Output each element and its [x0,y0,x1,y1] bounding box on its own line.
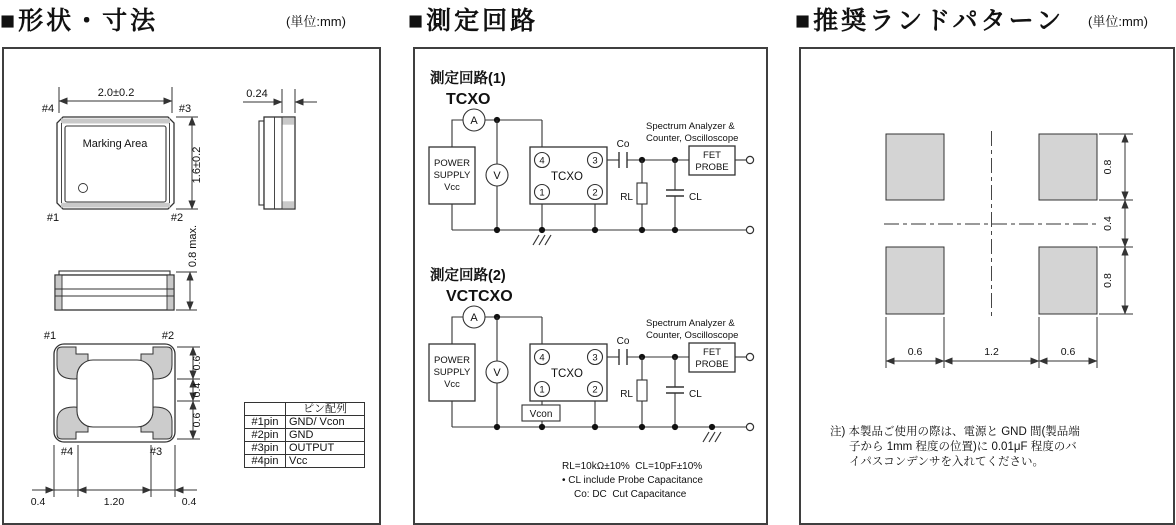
power-supply-label: POWER [434,158,470,169]
pin2-marker: 2 [592,187,598,199]
land-note [830,424,1080,468]
pin-number: #4pin [245,455,286,468]
vcon-label: Vcon [529,409,553,420]
lid-thickness-dimension: 0.24 [246,88,268,100]
max-height-dimension: 0.8 max. [187,224,199,268]
analyzer-label: Counter, Oscilloscope [646,330,739,341]
pad-offset-dimension: 0.4 [30,496,46,508]
bottom-view-pin2-label: #2 [161,330,175,342]
pin-table-header: ピン配列 [286,403,365,416]
pad-pitch-dimension: 1.20 [103,496,125,508]
bottom-view-pin4-label: #4 [60,446,74,458]
pin3-marker: 3 [592,352,598,364]
pin-number: #1pin [245,416,286,429]
fet-probe-label: FET [703,347,721,358]
top-view-pin3-label: #3 [178,103,192,115]
circuit2-subtitle: VCTCXO [446,288,513,305]
shape-unit-label: (単位:mm) [286,14,346,29]
voltmeter-symbol: V [493,367,501,379]
analyzer-label: Spectrum Analyzer & [646,121,735,132]
width-dimension: 2.0±0.2 [97,87,135,99]
land-pattern-panel [799,47,1175,525]
land-unit-label: (単位:mm) [1088,14,1148,29]
top-view-pin1-label: #1 [46,212,60,224]
land-gap-dimension: 0.4 [1102,216,1114,231]
fet-probe-label: PROBE [695,359,729,370]
table-row [245,455,365,468]
dut-label: TCXO [551,368,583,380]
coupling-cap-label: Co [616,336,630,347]
land-note-line: 子から 1mm 程度の位置)に 0.01μF 程度のバ [849,441,1077,453]
circuit-note-values: RL=10kΩ±10% CL=10pF±10% [562,461,703,472]
pin4-marker: 4 [539,352,545,364]
power-supply-vcc-label: Vcc [444,182,460,193]
land-note-line: 注) 本製品ご使用の際は、電源と GND 間(製品端 [830,426,1080,438]
table-row [245,416,365,429]
pin-function: Vcc [286,455,365,468]
table-row [245,429,365,442]
circuit-notes [562,461,703,500]
circuit1-subtitle: TCXO [446,91,491,108]
pad-gap-dimension: 0.4 [191,382,203,398]
height-dimension: 1.6±0.2 [191,146,203,184]
table-row [245,442,365,455]
pin-number: #3pin [245,442,286,455]
land-dimensions-bottom [886,317,1097,368]
pad-height-dimension: 0.6 [191,355,203,371]
bottom-view-pin3-label: #3 [149,446,163,458]
table-cell [245,403,286,416]
ground-symbol [703,432,721,442]
load-cap-label: CL [689,192,702,203]
land-pads [884,131,1099,317]
pin-number: #2pin [245,429,286,442]
pin4-marker: 4 [539,155,545,167]
pin-assignment-table [244,402,365,468]
circuit-note-co: Co: DC Cut Capacitance [574,489,687,500]
measurement-circuit-panel [413,47,768,525]
circuit-schematics [415,49,766,523]
ground-symbol [533,235,551,245]
front-view [55,225,199,310]
pin-function: OUTPUT [286,442,365,455]
voltmeter-symbol: V [493,170,501,182]
land-pad-height-dimension: 0.8 [1102,159,1114,175]
ammeter-symbol: A [470,312,478,324]
pad-offset-dimension: 0.4 [181,496,197,508]
side-view [243,88,317,209]
analyzer-label: Counter, Oscilloscope [646,133,739,144]
circuit-1-tcxo [429,69,754,245]
shape-dimensions-panel [2,47,381,525]
bottom-view [31,330,203,508]
load-resistor-label: RL [620,192,633,203]
pad-height-dimension: 0.6 [191,412,203,428]
land-pad-height-dimension: 0.8 [1102,273,1114,288]
land-pad-width-dimension: 0.6 [907,346,923,358]
shape-section-title: ■形状・寸法 [0,7,159,35]
land-pattern-drawing [801,49,1173,523]
circuit2-title: 測定回路(2) [430,268,506,284]
load-cap-label: CL [689,389,702,400]
land-section-title: ■推奨ランドパターン [795,7,1065,35]
analyzer-label: Spectrum Analyzer & [646,318,735,329]
pin1-marker: 1 [539,384,545,396]
pin2-marker: 2 [592,384,598,396]
land-dimensions-right [1099,134,1133,314]
land-pad-width-dimension: 0.6 [1060,346,1076,358]
ammeter-symbol: A [470,115,478,127]
marking-area-label: Marking Area [82,138,148,150]
load-resistor-label: RL [620,389,633,400]
pin-function: GND [286,429,365,442]
pin-function: GND/ Vcon [286,416,365,429]
fet-probe-label: FET [703,150,721,161]
dut-label: TCXO [551,171,583,183]
coupling-cap-label: Co [616,139,630,150]
land-note-line: イパスコンデンサを入れてください。 [849,456,1045,468]
circuit-note-cl: • CL include Probe Capacitance [562,475,703,486]
table-row [245,403,365,416]
power-supply-vcc-label: Vcc [444,379,460,390]
power-supply-label: SUPPLY [433,367,471,378]
circuit-2-vctcxo [429,266,754,442]
fet-probe-label: PROBE [695,162,729,173]
power-supply-label: SUPPLY [433,170,471,181]
circuit1-title: 測定回路(1) [430,71,506,87]
circuit-section-title: ■測定回路 [408,7,539,35]
power-supply-label: POWER [434,355,470,366]
land-span-dimension: 1.2 [984,346,999,358]
pin1-marker: 1 [539,187,545,199]
bottom-view-pin1-label: #1 [43,330,57,342]
top-view [42,87,203,224]
top-view-pin2-label: #2 [170,212,184,224]
top-view-pin4-label: #4 [41,103,55,115]
pin3-marker: 3 [592,155,598,167]
